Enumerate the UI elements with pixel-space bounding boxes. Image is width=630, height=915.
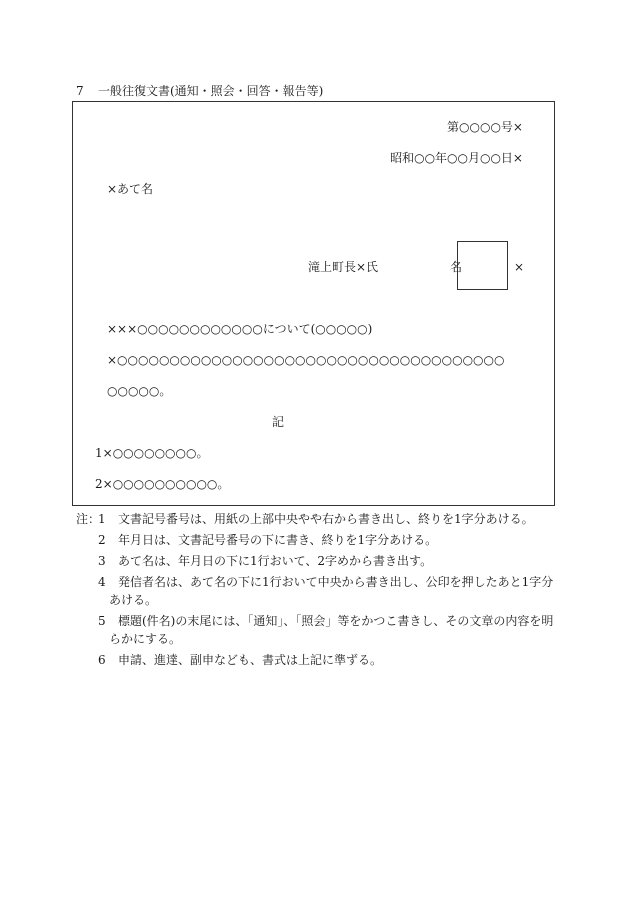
section-number: 7 (76, 84, 84, 98)
note-number: 4 (98, 575, 106, 589)
notes-section (76, 512, 556, 674)
note-item (76, 512, 556, 526)
note-text: 発信者名は、あて名の下に1行おいて中央から書き出し、公印を押したあと1字分 (118, 575, 554, 589)
note-text: あて名は、年月日の下に1行おいて、2字めから書き出す。 (118, 554, 433, 568)
sender-name: 滝上町長×氏 (308, 260, 379, 274)
note-continuation: らかにする。 (109, 632, 182, 646)
note-continuation: あける。 (109, 593, 158, 607)
note-text: 文書記号番号は、用紙の上部中央やや右から書き出し、終りを1字分あける。 (118, 512, 534, 526)
note-number: 1 (98, 512, 106, 526)
note-text: 申請、進達、副申なども、書式は上記に準ずる。 (118, 653, 383, 667)
document-date: 昭和○○年○○月○○日× (390, 151, 523, 165)
list-item: 1×○○○○○○○○。 (95, 446, 209, 460)
recipient-name: ×あて名 (107, 182, 154, 196)
seal-mark: × (514, 260, 525, 274)
note-item (76, 614, 556, 628)
note-number: 5 (98, 614, 106, 628)
seal-label: 名 (450, 260, 463, 274)
note-text: 年月日は、文書記号番号の下に書き、終りを1字分あける。 (118, 533, 438, 547)
section-heading (76, 84, 323, 98)
section-title: 一般往復文書(通知・照会・回答・報告等) (98, 84, 324, 98)
note-text: 標題(件名)の末尾には、「通知」、「照会」等をかつこ書きし、その文章の内容を明 (118, 614, 554, 628)
note-number: 6 (98, 653, 106, 667)
list-item: 2×○○○○○○○○○○。 (95, 477, 230, 491)
document-number: 第○○○○号× (447, 120, 523, 134)
note-item (76, 533, 556, 547)
note-item (76, 554, 556, 568)
note-item (76, 653, 556, 667)
ki-label: 記 (272, 415, 285, 429)
notes-prefix: 注： (76, 512, 101, 526)
document-subject: ×××○○○○○○○○○○○○について(○○○○○) (107, 322, 373, 336)
letter-template-frame (72, 101, 555, 506)
body-text-line: ○○○○○。 (107, 384, 172, 398)
body-text-line: ×○○○○○○○○○○○○○○○○○○○○○○○○○○○○○○○○○○○○○ (107, 353, 505, 367)
note-number: 3 (98, 554, 106, 568)
note-item (76, 575, 556, 589)
note-number: 2 (98, 533, 106, 547)
seal-box (457, 241, 508, 290)
